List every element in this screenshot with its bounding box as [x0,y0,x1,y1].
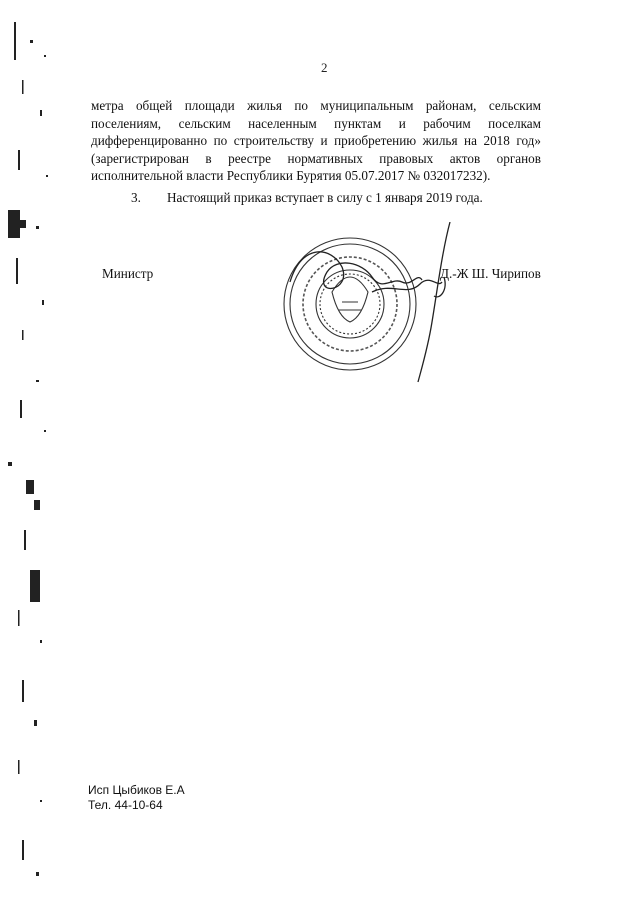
clause-text: Настоящий приказ вступает в силу с 1 января 2019 года. [167,190,483,205]
paragraph-line: поселениям, сельским населенным пунктам и рабочим поселкам [91,115,541,131]
executor-info [88,783,185,813]
signer-title: Министр [102,266,154,281]
clause-number: 3. [131,190,141,205]
paragraph-line: исполнительной власти Республики Бурятия 05.07.2017 № 032017232). [91,168,491,183]
clause-3 [131,190,483,206]
paragraph-line: метра общей площади жилья по муниципальным районам, сельским [91,98,541,113]
page-number: 2 [321,60,328,75]
executor-phone: Тел. 44-10-64 [88,798,163,812]
official-seal-and-signature [272,222,472,387]
paragraph-line: дифференцированно по строительству и приобретению жилья на 2018 год» [91,133,541,148]
paragraph-continuation [91,97,541,185]
signer-name: Д.-Ж Ш. Чирипов [440,266,541,281]
scan-margin-artifacts [0,0,80,905]
executor-name: Исп Цыбиков Е.А [88,783,185,797]
paragraph-line: (зарегистрирован в реестре нормативных правовых актов органов [91,150,541,166]
